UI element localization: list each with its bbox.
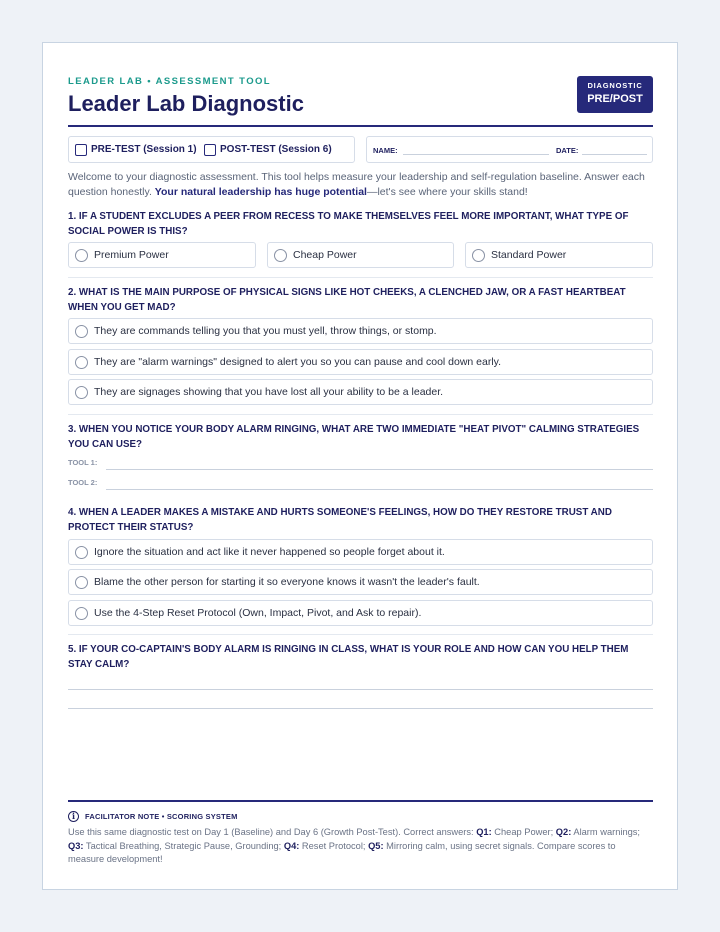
radio-button[interactable] [75, 356, 88, 369]
answer-key-q4: Q4: [283, 840, 300, 851]
answer-value-q4: Reset Protocol; [299, 840, 369, 851]
option-label: Standard Power [491, 249, 567, 261]
q4-option-2[interactable] [68, 569, 653, 595]
option-label: They are signages showing that you have lost all your ability to be a leader. [94, 386, 444, 398]
question-3: 3. WHEN YOU NOTICE YOUR BODY ALARM RINGING, WHAT ARE TWO IMMEDIATE "HEAT PIVOT" CALMING STRATEGIES YOU CAN USE? [68, 424, 640, 450]
question-4: 4. WHEN A LEADER MAKES A MISTAKE AND HURTS SOMEONE'S FEELINGS, HOW DO THEY RESTORE TRUST AND PROTECT THEIR STATUS? [68, 507, 612, 533]
badge-top-text: DIAGNOSTIC [587, 81, 643, 90]
option-label: They are commands telling you that you must yell, throw things, or stomp. [94, 325, 437, 337]
radio-button[interactable] [75, 325, 88, 338]
tool-2-label: TOOL 2: [68, 478, 98, 487]
footer-divider [68, 800, 653, 802]
radio-button[interactable] [75, 249, 88, 262]
answer-line-2[interactable] [68, 708, 653, 709]
radio-button[interactable] [472, 249, 485, 262]
q2-option-3[interactable] [68, 379, 653, 405]
answer-key-q5: Q5: [368, 840, 384, 851]
name-field[interactable] [403, 154, 549, 155]
question-5: 5. IF YOUR CO-CAPTAIN'S BODY ALARM IS RINGING IN CLASS, WHAT IS YOUR ROLE AND HOW CAN YOU HELP THEM STAY CALM? [68, 644, 629, 670]
radio-button[interactable] [75, 546, 88, 559]
session-select-box [68, 136, 355, 163]
option-label: They are "alarm warnings" designed to alert you so you can pause and cool down early. [94, 356, 502, 368]
intro-text-1: Welcome to your diagnostic assessment. This tool helps measure your leadership and self-regulation baseline. Answer each question honestly. [68, 171, 645, 198]
eyebrow-label: LEADER LAB • ASSESSMENT TOOL [68, 76, 271, 87]
badge-bottom-text: PRE/POST [587, 93, 643, 105]
question-1: 1. IF A STUDENT EXCLUDES A PEER FROM RECESS TO MAKE THEMSELVES FEEL MORE IMPORTANT, WHAT TYPE OF SOCIAL POWER IS THIS? [68, 211, 629, 237]
q4-option-3[interactable] [68, 600, 653, 626]
tool-1-label: TOOL 1: [68, 458, 98, 467]
q1-option-2[interactable] [267, 242, 454, 268]
option-label: Blame the other person for starting it so everyone knows it wasn't the leader's fault. [94, 576, 480, 588]
intro-text-2: —let's see where your skills stand! [366, 185, 528, 198]
post-test-checkbox[interactable] [204, 144, 216, 156]
diagnostic-badge [577, 76, 653, 113]
intro-text [68, 170, 653, 199]
answer-key-q2: Q2: [555, 827, 572, 837]
facilitator-note-body [68, 826, 653, 867]
header-divider [68, 125, 653, 127]
question-divider [68, 634, 653, 635]
answer-key-q1: Q1: [476, 827, 492, 837]
radio-button[interactable] [75, 386, 88, 399]
note-intro: Use this same diagnostic test on Day 1 (Baseline) and Day 6 (Growth Post-Test). Correct answers: [68, 827, 477, 837]
option-label: Premium Power [94, 249, 169, 261]
page-title: Leader Lab Diagnostic [68, 91, 304, 116]
tool-2-field[interactable] [106, 489, 653, 490]
tool-1-field[interactable] [106, 469, 653, 470]
answer-line-1[interactable] [68, 689, 653, 690]
info-icon: i [68, 811, 79, 822]
question-divider [68, 414, 653, 415]
answer-key-q3: Q3: [68, 840, 84, 851]
facilitator-note-title: FACILITATOR NOTE • SCORING SYSTEM [85, 812, 238, 821]
radio-button[interactable] [274, 249, 287, 262]
date-field[interactable] [582, 154, 647, 155]
q4-option-1[interactable] [68, 539, 653, 565]
pre-test-checkbox[interactable] [75, 144, 87, 156]
question-divider [68, 277, 653, 278]
pre-test-label: PRE-TEST (Session 1) [91, 144, 197, 155]
q2-option-2[interactable] [68, 349, 653, 375]
option-label: Use the 4-Step Reset Protocol (Own, Impact, Pivot, and Ask to repair). [94, 607, 422, 619]
answer-value-q2: Alarm warnings; [571, 827, 641, 837]
intro-text-bold: Your natural leadership has huge potential [154, 185, 367, 198]
option-label: Ignore the situation and act like it never happened so people forget about it. [94, 546, 445, 558]
option-label: Cheap Power [293, 249, 357, 261]
assessment-page [42, 42, 678, 890]
student-info-box [366, 136, 653, 163]
q1-option-1[interactable] [68, 242, 256, 268]
answer-value-q5: Mirroring calm, using secret signals. Compare scores to measure development! [68, 840, 616, 864]
q1-option-3[interactable] [465, 242, 653, 268]
radio-button[interactable] [75, 576, 88, 589]
question-2: 2. WHAT IS THE MAIN PURPOSE OF PHYSICAL SIGNS LIKE HOT CHEEKS, A CLENCHED JAW, OR A FAST HEARTBEAT WHEN YOU GET MAD? [68, 287, 626, 313]
date-label: DATE: [556, 146, 579, 155]
name-label: NAME: [373, 146, 398, 155]
radio-button[interactable] [75, 607, 88, 620]
post-test-label: POST-TEST (Session 6) [220, 144, 332, 155]
answer-value-q3: Tactical Breathing, Strategic Pause, Grounding; [83, 840, 284, 851]
answer-value-q1: Cheap Power; [491, 827, 556, 837]
q2-option-1[interactable] [68, 318, 653, 344]
